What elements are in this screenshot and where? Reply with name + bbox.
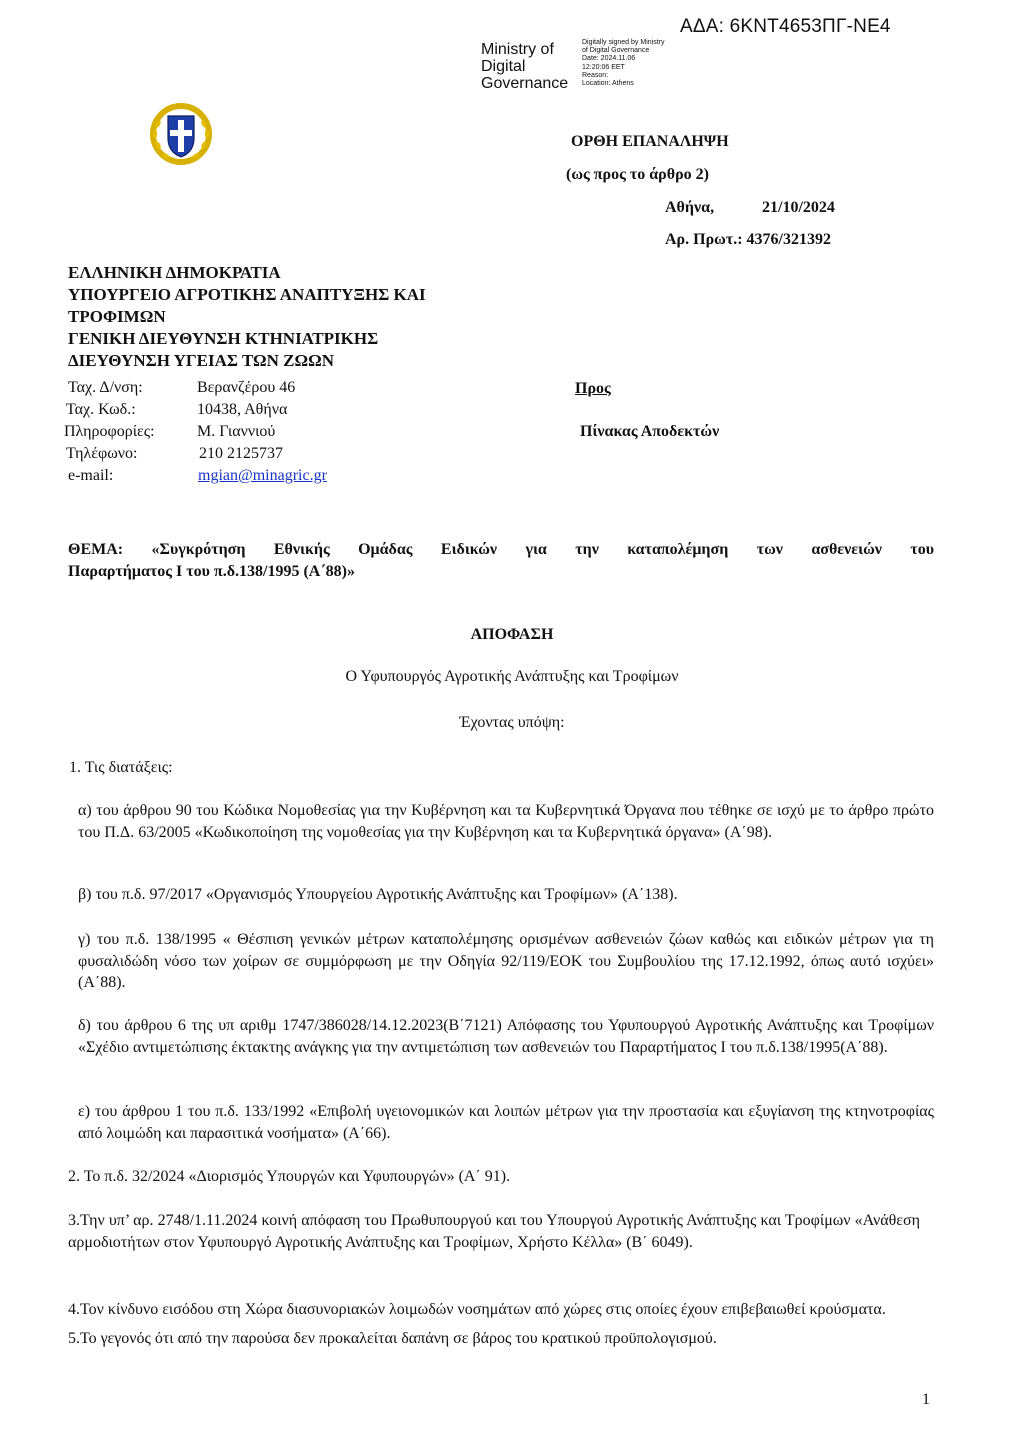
item-2: 2. Το π.δ. 32/2024 «Διορισμός Υπουργών και Υφυπουργών» (Α΄ 91). [68, 1168, 511, 1185]
item-5: 5.Το γεγονός ότι από την παρούσα δεν προκαλείται δαπάνη σε βάρος του κρατικού προϋπολογισμού. [68, 1330, 717, 1347]
issuing-authority [68, 262, 426, 372]
correction-subtitle: (ως προς το άρθρο 2) [566, 166, 709, 183]
considering: Έχοντας υπόψη: [459, 714, 565, 731]
decision-title: ΑΠΟΦΑΣΗ [470, 626, 554, 643]
contact-label: Ταχ. Κωδ.: [66, 401, 136, 418]
signature-org-line: Governance [481, 75, 569, 92]
authority-line: ΓΕΝΙΚΗ ΔΙΕΥΘΥΝΣΗ ΚΤΗΝΙΑΤΡΙΚΗΣ [68, 329, 379, 348]
signature-detail-line: 12:20:06 EET [582, 63, 625, 71]
page-number: 1 [922, 1391, 930, 1408]
contact-value: Μ. Γιαννιού [197, 423, 276, 440]
sub-item-e: ε) του άρθρου 1 του π.δ. 133/1992 «Επιβολή υγειονομικών και λοιπών μέτρων για την προστασία και εξυγίανση της κτηνοτροφίας από λοιμώδη και παρασιτικά νοσήματα» (Α΄66). [78, 1103, 934, 1142]
signature-details [582, 39, 664, 88]
signature-detail-line: of Digital Governance [582, 47, 650, 55]
recipient-value: Πίνακας Αποδεκτών [580, 423, 720, 440]
greek-emblem-icon [148, 100, 214, 166]
recipient-label: Προς [575, 380, 611, 397]
contact-value: 210 2125737 [199, 445, 283, 462]
sub-item-a: α) του άρθρου 90 του Κώδικα Νομοθεσίας για την Κυβέρνηση και τα Κυβερνητικά Όργανα που τέθηκε σε ισχύ με το άρθρο πρώτο του Π.Δ. 63/2005 «Κωδικοποίηση της νομοθεσίας για την Κυβέρνηση και τα Κυβερνητικά όργανα» (Α΄98). [78, 802, 934, 841]
sub-item-d: δ) του άρθρου 6 της υπ αριθμ 1747/386028/14.12.2023(Β΄7121) Απόφασης του Υφυπουργού Αγροτικής Ανάπτυξης και Τροφίμων «Σχέδιο αντιμετώπισης έκτακτης ανάγκης για την αντιμετώπιση των ασθενειών του Παραρτήματος Ι του π.δ.138/1995(Α΄88). [78, 1017, 934, 1056]
place: Αθήνα, [665, 199, 715, 216]
contact-value: Βερανζέρου 46 [197, 379, 296, 396]
issuer: Ο Υφυπουργός Αγροτικής Ανάπτυξης και Τροφίμων [345, 668, 679, 685]
authority-line: ΤΡΟΦΙΜΩΝ [68, 307, 166, 326]
protocol-number: Αρ. Πρωτ.: 4376/321392 [665, 231, 831, 248]
item-1: 1. Τις διατάξεις: [69, 759, 173, 776]
item-4: 4.Τον κίνδυνο εισόδου στη Χώρα διασυνοριακών λοιμωδών νοσημάτων από χώρες στις οποίες έχουν επιβεβαιωθεί κρούσματα. [68, 1301, 886, 1318]
sub-item-c: γ) του π.δ. 138/1995 « Θέσπιση γενικών μέτρων καταπολέμησης ορισμένων ασθενειών ζώων καθώς και ειδικών μέτρων για τη φυσαλιδώδη νόσο των χοίρων σε συμμόρφωση με την Οδηγία 92/119/ΕΟΚ του Συμβουλίου της 17.12.1992, όπως αυτό ισχύει» (Α΄88). [78, 931, 934, 991]
item-3: 3.Την υπ’ αρ. 2748/1.11.2024 κοινή απόφαση του Πρωθυπουργού και του Υπουργού Αγροτικής Ανάπτυξης και Τροφίμων «Ανάθεση αρμοδιοτήτων στον Υφυπουργό Αγροτικής Ανάπτυξης και Τροφίμων, Χρήστο Κέλλα» (Β΄ 6049). [68, 1212, 920, 1251]
subject [68, 539, 934, 583]
correction-title: ΟΡΘΗ ΕΠΑΝΑΛΗΨΗ [571, 133, 729, 150]
sub-item-b: β) του π.δ. 97/2017 «Οργανισμός Υπουργείου Αγροτικής Ανάπτυξης και Τροφίμων» (Α΄138). [78, 886, 678, 903]
contact-value: 10438, Αθήνα [197, 401, 288, 418]
contact-label: Τηλέφωνο: [66, 445, 138, 462]
document-date: 21/10/2024 [762, 199, 835, 216]
contact-label: Ταχ. Δ/νση: [68, 379, 143, 396]
ada-code: ΑΔΑ: 6ΚΝΤ4653ΠΓ-ΝΕ4 [680, 16, 891, 37]
subject-line: ΘΕΜΑ: «Συγκρότηση Εθνικής Ομάδας Ειδικών για την καταπολέμηση των ασθενειών του [68, 541, 934, 558]
signature-detail-line: Location: Athens [582, 80, 634, 88]
signature-detail-line: Digitally signed by Ministry [582, 39, 665, 46]
signature-detail-line: Reason: [582, 71, 609, 79]
contact-labels [66, 377, 155, 487]
authority-line: ΔΙΕΥΘΥΝΣΗ ΥΓΕΙΑΣ ΤΩΝ ΖΩΩΝ [68, 351, 334, 370]
authority-line: ΕΛΛΗΝΙΚΗ ΔΗΜΟΚΡΑΤΙΑ [68, 263, 281, 282]
signature-org-line: Digital [481, 58, 526, 75]
subject-line: Παραρτήματος Ι του π.δ.138/1995 (Α΄88)» [68, 563, 355, 580]
contact-label: e-mail: [68, 467, 114, 484]
signature-detail-line: Date: 2024.11.06 [582, 55, 636, 63]
signature-org [481, 41, 568, 92]
email-link[interactable]: mgian@minagric.gr [198, 467, 327, 484]
contact-values [197, 377, 327, 487]
contact-label: Πληροφορίες: [64, 423, 155, 440]
signature-org-line: Ministry of [481, 41, 554, 58]
authority-line: ΥΠΟΥΡΓΕΙΟ ΑΓΡΟΤΙΚΗΣ ΑΝΑΠΤΥΞΗΣ ΚΑΙ [68, 285, 426, 304]
